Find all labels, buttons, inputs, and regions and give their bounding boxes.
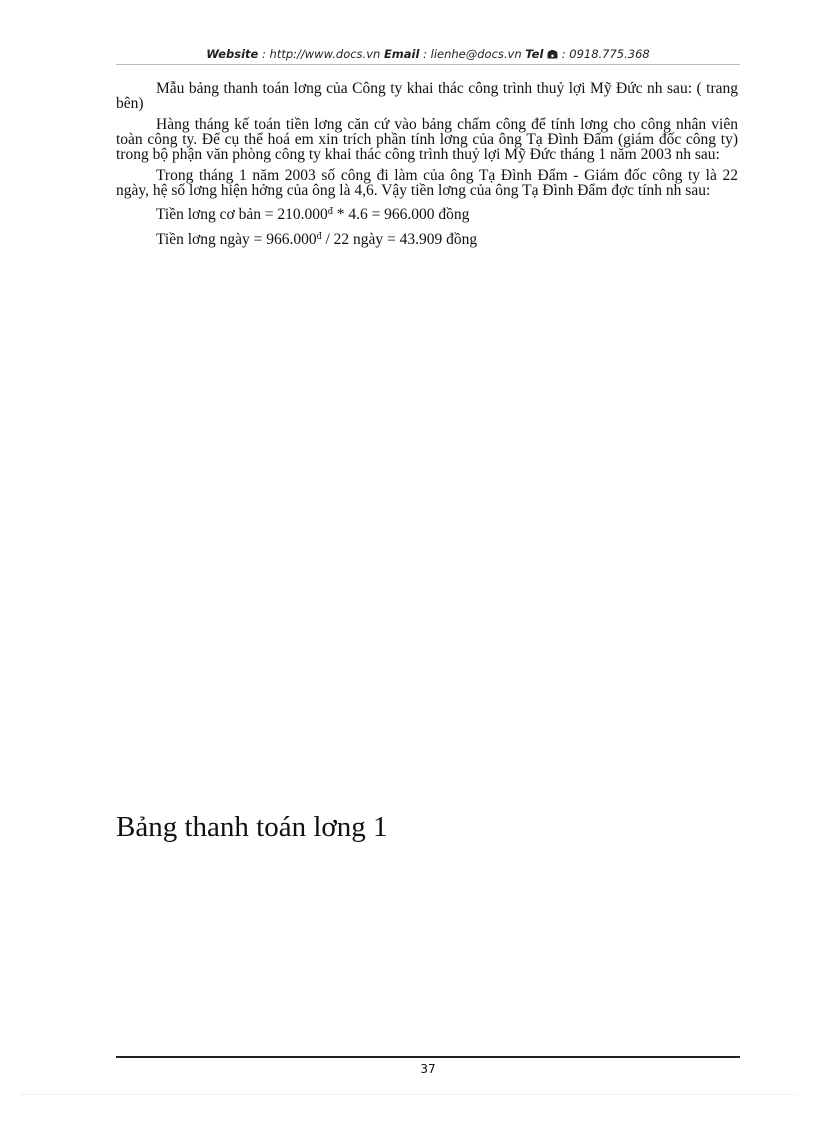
paragraph-example: Trong tháng 1 năm 2003 số công đi làm của ông Tạ Đình Đẩm - Giám đốc công ty là 22 ngày, hệ số lơng hiện hởng của ông là 4,6. Vậy tiền lơng của ông Tạ Đình Đẩm đợc tính nh sau: xyxy=(116,167,738,199)
formula-base-right: * 4.6 = 966.000 đồng xyxy=(332,206,470,223)
currency-sup: đ xyxy=(327,206,333,217)
website-value: : http://www.docs.vn xyxy=(258,47,384,61)
formula-daily-left: Tiền lơng ngày = 966.000 xyxy=(156,231,317,248)
website-label: Website xyxy=(206,47,259,61)
header-divider xyxy=(116,64,740,65)
page-number: 37 xyxy=(420,1062,436,1076)
tel-value: : 0918.775.368 xyxy=(558,47,650,61)
email-label: Email xyxy=(383,47,420,61)
page-edge xyxy=(20,1094,796,1095)
page-header xyxy=(116,47,740,61)
formula-base-salary xyxy=(156,204,738,225)
document-body xyxy=(116,81,738,250)
footer-divider xyxy=(116,1056,740,1058)
formula-base-left: Tiền lơng cơ bản = 210.000 xyxy=(156,206,328,223)
formula-daily-salary xyxy=(156,229,738,250)
phone-icon xyxy=(547,49,558,59)
paragraph-intro: Mẫu bảng thanh toán lơng của Công ty khai thác công trình thuỷ lợi Mỹ Đức nh sau: ( trang bên) xyxy=(116,80,738,112)
currency-sup: đ xyxy=(316,231,322,242)
email-value: : lienhe@docs.vn xyxy=(419,47,526,61)
paragraph-method: Hàng tháng kế toán tiền lơng căn cứ vào bảng chấm công để tính lơng cho công nhân viên toàn công ty. Để cụ thể hoá em xin trích phần tính lơng của ông Tạ Đình Đẩm (giám đốc công ty) trong bộ phận văn phòng công ty khai thác công trình thuỷ lợi Mỹ Đức tháng 1 năm 2003 nh sau: xyxy=(116,116,738,163)
tel-label: Tel xyxy=(525,47,544,61)
table-title: Bảng thanh toán lơng 1 xyxy=(116,811,388,843)
formula-daily-right: / 22 ngày = 43.909 đồng xyxy=(321,231,478,248)
